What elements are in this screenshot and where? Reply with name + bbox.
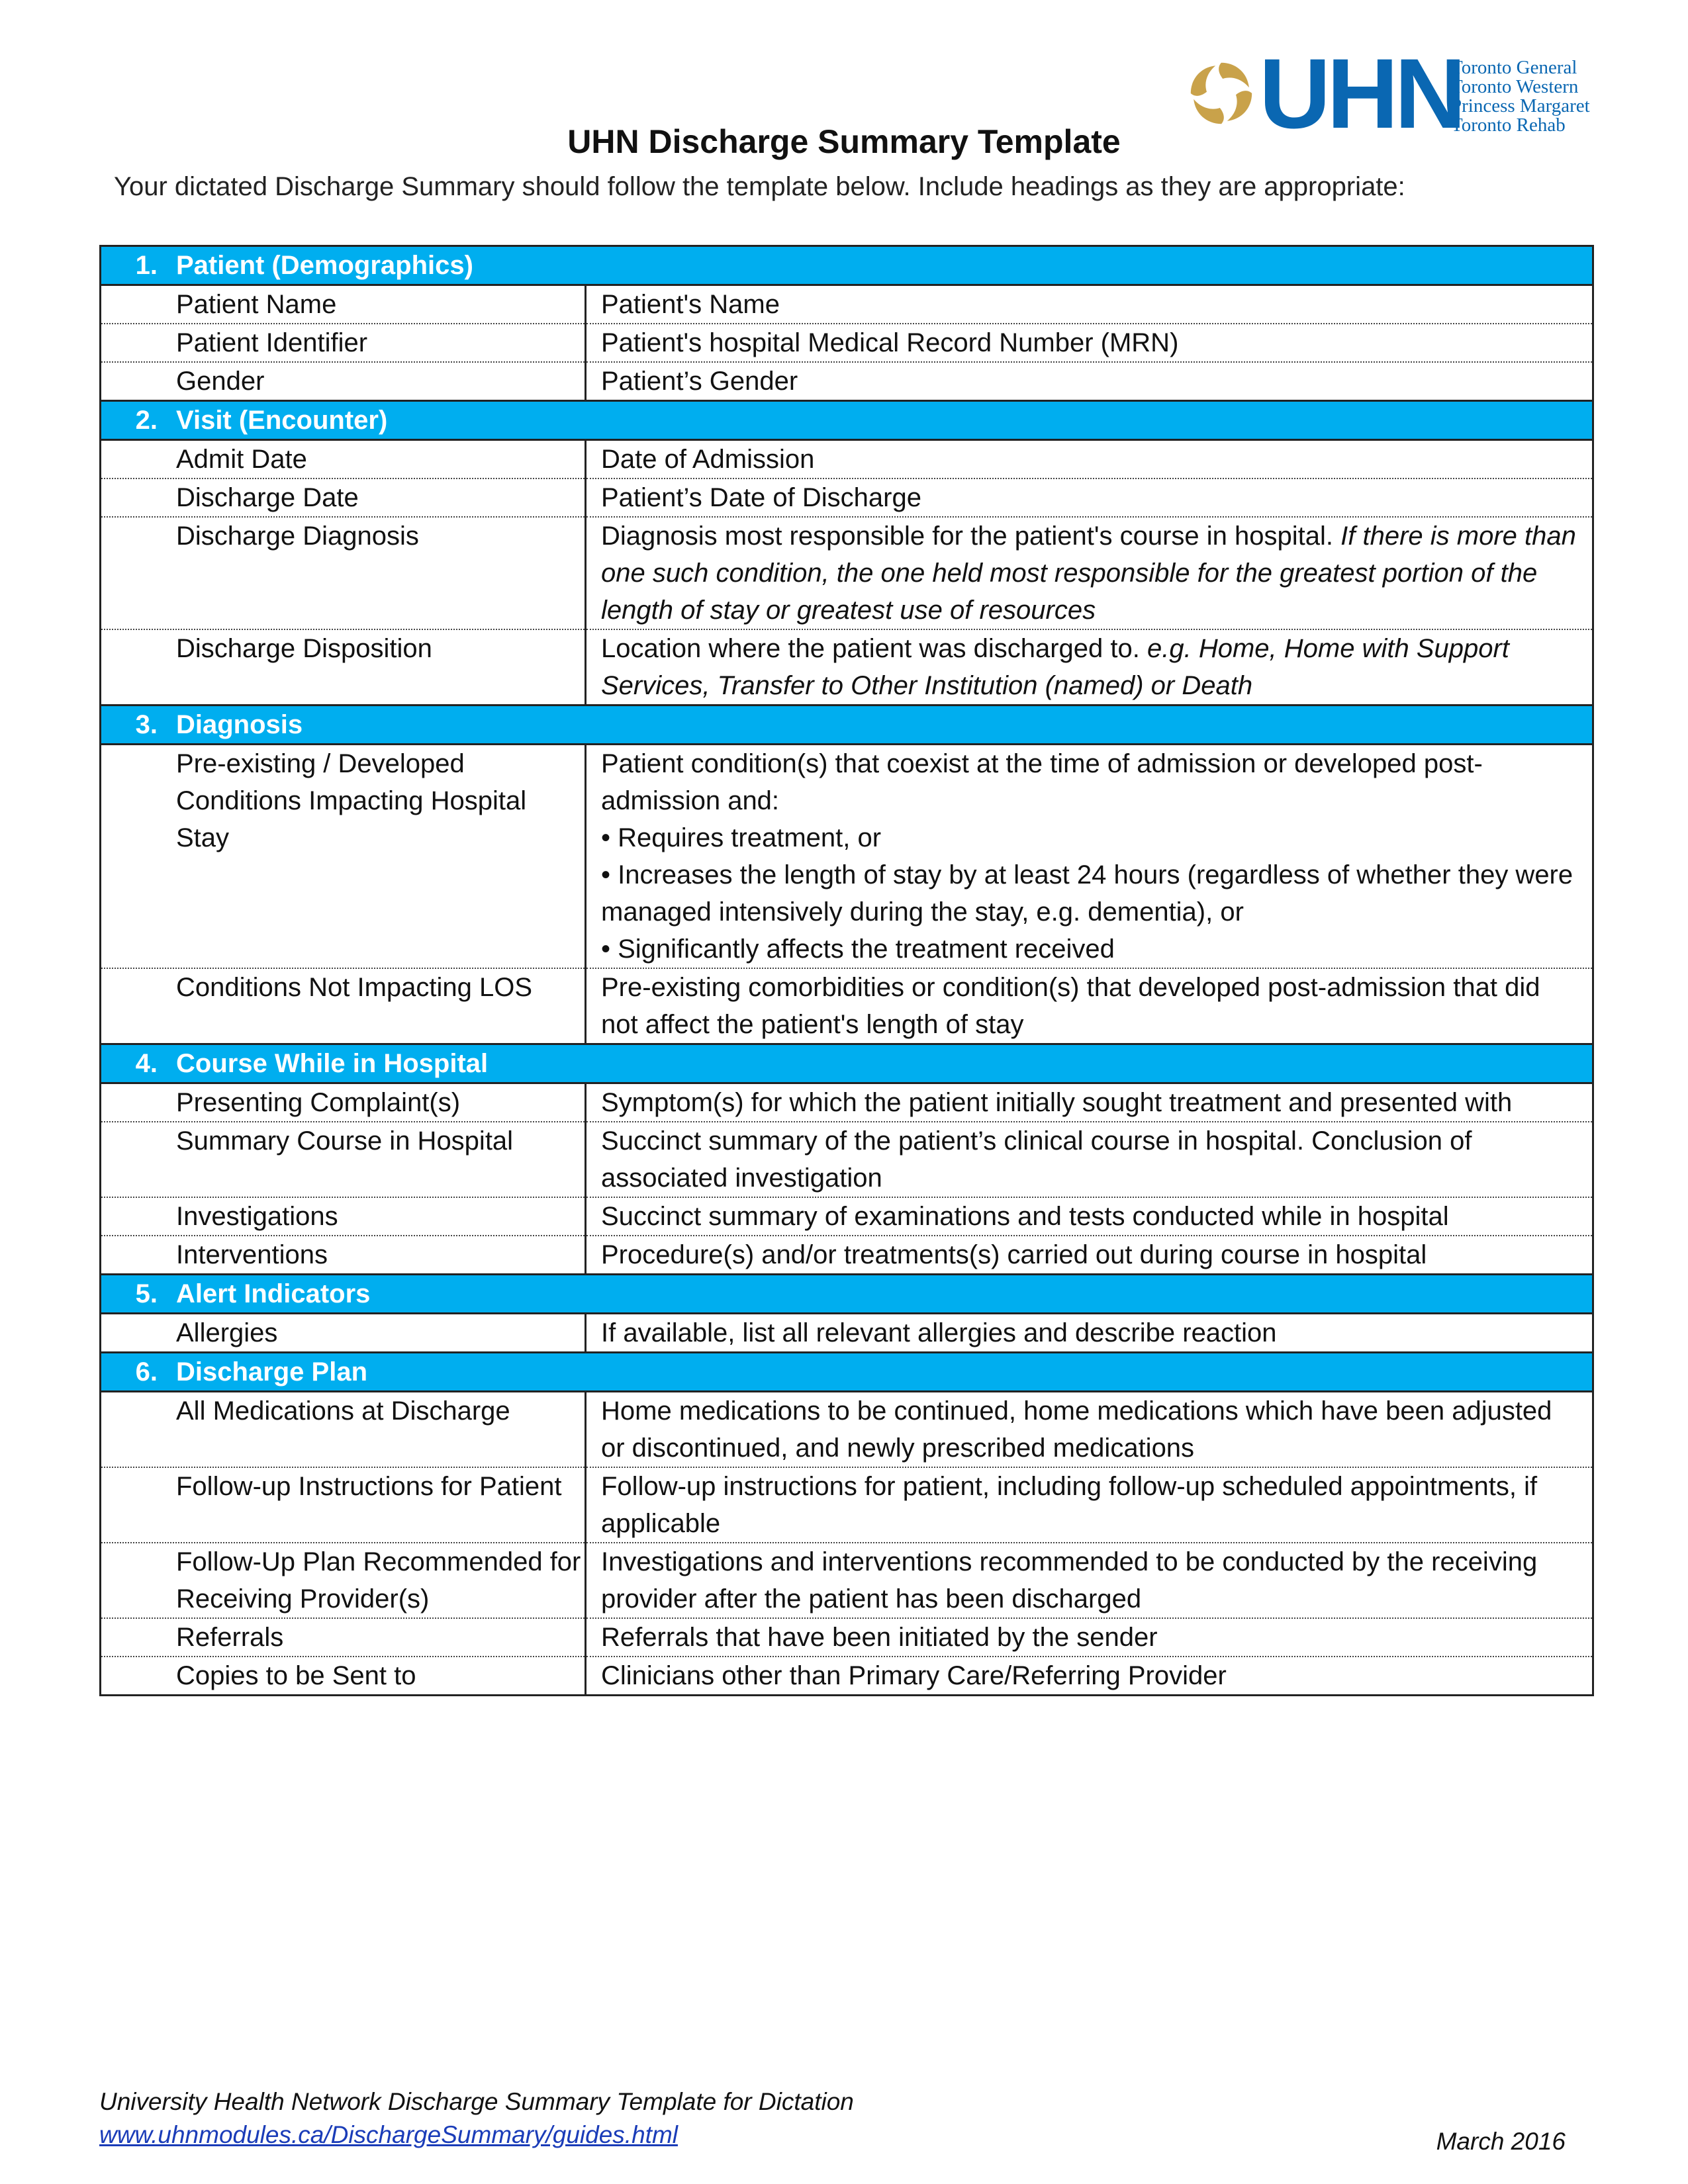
description-bullet: • Increases the length of stay by at least 24 hours (regardless of whether they were managed intensively during the stay, e.g. dementia), or <box>601 860 1573 927</box>
table-row <box>101 1657 1593 1696</box>
field-description <box>586 1618 1593 1657</box>
description-text: Referrals that have been initiated by the sender <box>601 1623 1158 1652</box>
page-footer <box>99 2088 1566 2155</box>
field-description <box>586 1543 1593 1618</box>
section-heading: Diagnosis <box>176 710 303 739</box>
description-text: Investigations and interventions recommended to be conducted by the receiving provider after the patient has been discharged <box>601 1547 1538 1614</box>
field-name: Follow-Up Plan Recommended for Receiving Provider(s) <box>101 1543 586 1618</box>
table-row <box>101 517 1593 629</box>
table-row <box>101 1467 1593 1543</box>
field-name: Patient Name <box>101 285 586 324</box>
field-name: Patient Identifier <box>101 324 586 362</box>
field-name: Pre-existing / Developed Conditions Impacting Hospital Stay <box>101 745 586 969</box>
uhn-swirl-icon <box>1185 57 1258 130</box>
section-header <box>101 1044 1593 1083</box>
field-name: Presenting Complaint(s) <box>101 1083 586 1122</box>
section-heading: Visit (Encounter) <box>176 406 388 435</box>
site-name: Princess Margaret <box>1451 95 1590 116</box>
field-description <box>586 1657 1593 1696</box>
table-row <box>101 440 1593 479</box>
section-header-row <box>101 1275 1593 1314</box>
field-name: Discharge Diagnosis <box>101 517 586 629</box>
field-name: Follow-up Instructions for Patient <box>101 1467 586 1543</box>
field-name: Admit Date <box>101 440 586 479</box>
section-number: 5. <box>135 1279 158 1308</box>
description-text: Home medications to be continued, home medications which have been adjusted or discontinued, and newly prescribed medications <box>601 1396 1552 1463</box>
description-text: Location where the patient was discharged to. <box>601 634 1140 663</box>
description-text: Patient's hospital Medical Record Number (MRN) <box>601 328 1179 357</box>
field-description <box>586 629 1593 705</box>
field-name: Discharge Date <box>101 478 586 517</box>
description-text: Clinicians other than Primary Care/Referring Provider <box>601 1661 1227 1690</box>
footer-date: March 2016 <box>1436 2128 1566 2155</box>
description-text: Date of Admission <box>601 445 815 474</box>
section-header-row <box>101 401 1593 440</box>
section-header-row <box>101 246 1593 285</box>
section-header <box>101 705 1593 745</box>
table-row <box>101 478 1593 517</box>
field-description <box>586 440 1593 479</box>
field-name: Discharge Disposition <box>101 629 586 705</box>
section-heading: Alert Indicators <box>176 1279 371 1308</box>
field-name: Referrals <box>101 1618 586 1657</box>
table-row <box>101 968 1593 1044</box>
table-row <box>101 1083 1593 1122</box>
field-name: Summary Course in Hospital <box>101 1122 586 1197</box>
section-number: 1. <box>135 251 158 280</box>
description-text: Patient's Name <box>601 290 780 319</box>
field-description <box>586 285 1593 324</box>
section-header <box>101 246 1593 285</box>
field-name: Conditions Not Impacting LOS <box>101 968 586 1044</box>
site-name: Toronto Rehab <box>1451 114 1566 136</box>
table-row <box>101 1543 1593 1618</box>
table-row <box>101 629 1593 705</box>
field-description <box>586 1392 1593 1468</box>
description-text: Patient’s Date of Discharge <box>601 483 921 512</box>
table-row <box>101 1236 1593 1275</box>
description-text: Patient condition(s) that coexist at the time of admission or developed post-admission and: <box>601 749 1483 815</box>
section-header-row <box>101 705 1593 745</box>
section-header <box>101 401 1593 440</box>
description-note: e.g. Home, Home with Support Services, Transfer to Other Institution (named) or Death <box>601 634 1509 700</box>
field-description <box>586 968 1593 1044</box>
field-description <box>586 362 1593 401</box>
section-heading: Course While in Hospital <box>176 1049 489 1078</box>
section-header <box>101 1353 1593 1392</box>
description-text: Succinct summary of examinations and tests conducted while in hospital <box>601 1202 1449 1231</box>
section-number: 6. <box>135 1357 158 1387</box>
site-name: Toronto General <box>1451 57 1577 78</box>
section-header-row <box>101 1353 1593 1392</box>
table-row <box>101 1618 1593 1657</box>
uhn-logo-text: UHN <box>1259 38 1462 149</box>
guides-link[interactable]: www.uhnmodules.ca/DischargeSummary/guides.html <box>99 2121 678 2148</box>
table-row <box>101 362 1593 401</box>
field-description <box>586 1122 1593 1197</box>
page-title: UHN Discharge Summary Template <box>567 123 1121 160</box>
description-text: Procedure(s) and/or treatments(s) carried out during course in hospital <box>601 1240 1427 1269</box>
table-row <box>101 1314 1593 1353</box>
description-text: Patient’s Gender <box>601 367 798 396</box>
field-name: Gender <box>101 362 586 401</box>
section-number: 2. <box>135 406 158 435</box>
description-text: Symptom(s) for which the patient initially sought treatment and presented with <box>601 1088 1513 1117</box>
field-name: Allergies <box>101 1314 586 1353</box>
table-row <box>101 1122 1593 1197</box>
field-name: Investigations <box>101 1197 586 1236</box>
table-row <box>101 1197 1593 1236</box>
field-description <box>586 745 1593 969</box>
field-description <box>586 1467 1593 1543</box>
field-description <box>586 1314 1593 1353</box>
footer-title: University Health Network Discharge Summary Template for Dictation <box>99 2088 854 2115</box>
section-heading: Discharge Plan <box>176 1357 368 1387</box>
field-description <box>586 1236 1593 1275</box>
field-name: All Medications at Discharge <box>101 1392 586 1468</box>
field-name: Interventions <box>101 1236 586 1275</box>
description-text: Follow-up instructions for patient, including follow-up scheduled appointments, if applicable <box>601 1472 1538 1538</box>
table-row <box>101 324 1593 362</box>
table-row <box>101 285 1593 324</box>
description-text: If available, list all relevant allergies and describe reaction <box>601 1318 1277 1347</box>
section-number: 3. <box>135 710 158 739</box>
description-bullet: • Requires treatment, or <box>601 823 882 852</box>
description-bullet: • Significantly affects the treatment received <box>601 934 1115 964</box>
table-row <box>101 745 1593 969</box>
description-text: Succinct summary of the patient’s clinical course in hospital. Conclusion of associated investigation <box>601 1126 1472 1193</box>
description-text: Diagnosis most responsible for the patient's course in hospital. <box>601 522 1333 551</box>
site-name: Toronto Western <box>1451 76 1579 97</box>
description-note: If there is more than one such condition, the one held most responsible for the greatest portion of the length of stay or greatest use of resources <box>601 522 1576 625</box>
section-header-row <box>101 1044 1593 1083</box>
section-number: 4. <box>135 1049 158 1078</box>
field-name: Copies to be Sent to <box>101 1657 586 1696</box>
table-row <box>101 1392 1593 1468</box>
description-text: Pre-existing comorbidities or condition(s) that developed post-admission that did not affect the patient's length of stay <box>601 973 1540 1039</box>
field-description <box>586 1083 1593 1122</box>
section-header <box>101 1275 1593 1314</box>
intro-text: Your dictated Discharge Summary should follow the template below. Include headings as they are appropriate: <box>114 172 1405 201</box>
field-description <box>586 478 1593 517</box>
field-description <box>586 1197 1593 1236</box>
field-description <box>586 324 1593 362</box>
discharge-template-table <box>99 245 1594 1696</box>
field-description <box>586 517 1593 629</box>
section-heading: Patient (Demographics) <box>176 251 473 280</box>
